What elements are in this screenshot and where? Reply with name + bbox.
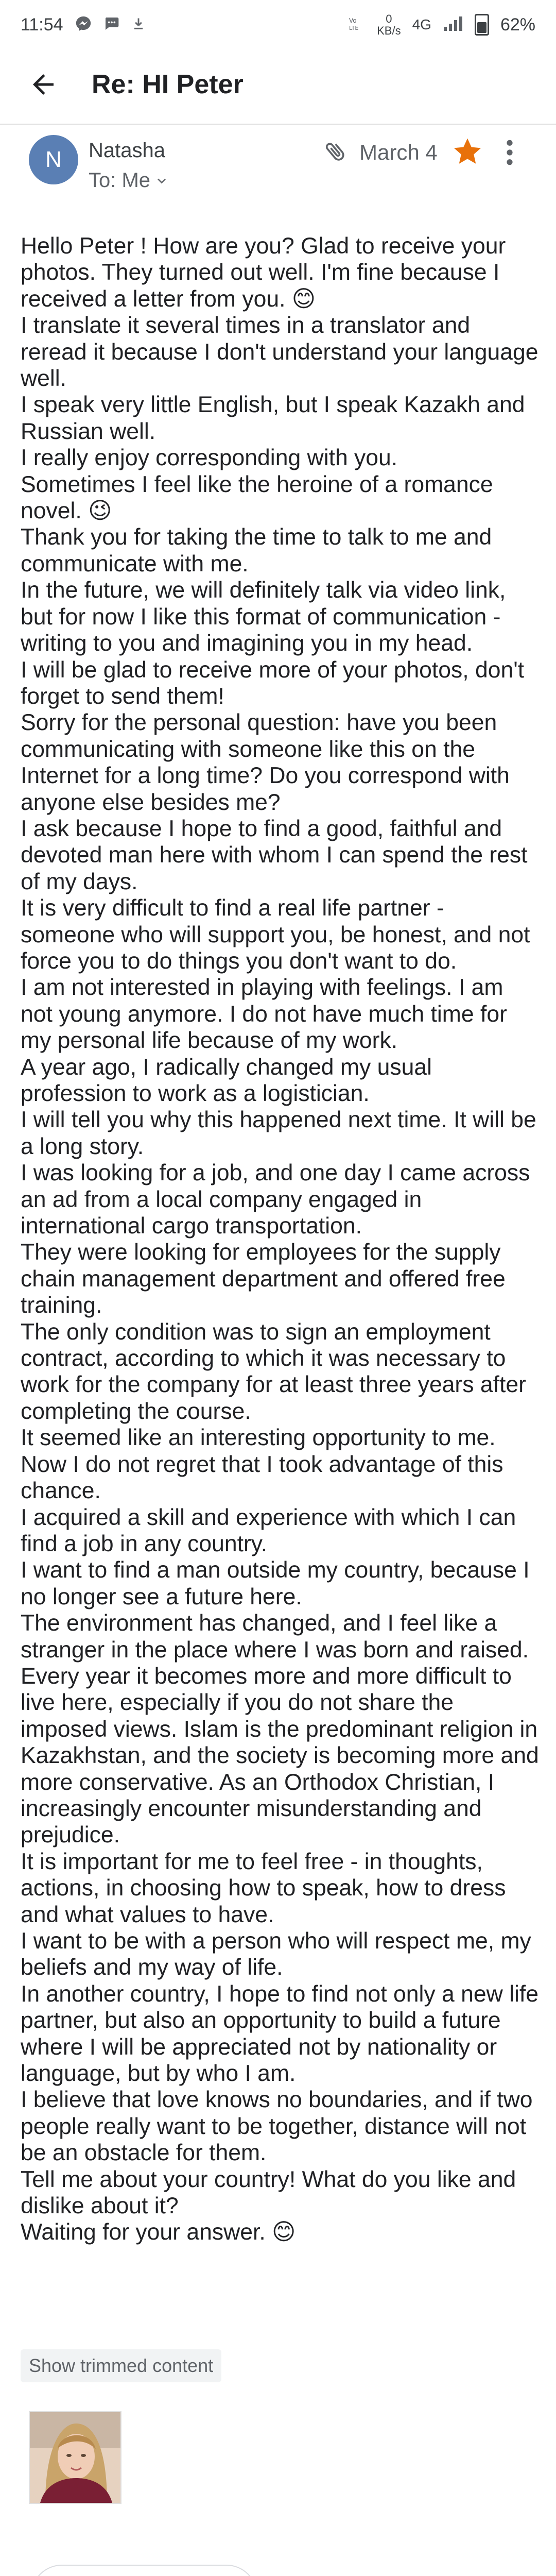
more-vert-icon[interactable] — [498, 138, 521, 167]
battery-percent: 62% — [500, 14, 535, 35]
body-paragraph: I ask because I hope to find a good, faithful and devoted man here with whom I can spend the rest of my days. — [21, 816, 528, 894]
body-paragraph: The environment has changed, and I feel like a stranger in the place where I was born and raised. Every year it becomes more and more difficult to live here, especially if you do not share the imposed views. Islam is the predominant religion in Kazakhstan, and the society is becoming more and more conservative. As an Orthodox Christian, I increasingly encounter misunderstanding and prejudice. — [21, 1611, 539, 1848]
messenger-icon — [75, 15, 92, 35]
volte-icon — [348, 16, 366, 34]
chat-bubble-icon — [103, 15, 120, 35]
body-paragraph: I really enjoy corresponding with you. — [21, 445, 398, 471]
message-date: March 4 — [359, 140, 438, 164]
body-paragraph: I want to find a man outside my country, because I no longer see a future here. — [21, 1557, 530, 1609]
svg-text:Vo: Vo — [349, 16, 357, 24]
toolbar — [0, 49, 556, 120]
photo-attachment[interactable] — [29, 2411, 121, 2504]
body-paragraph: Thank you for taking the time to talk to me and communicate with me. — [21, 524, 492, 577]
show-trimmed-button[interactable]: Show trimmed content — [21, 2349, 221, 2382]
message-body — [21, 233, 541, 2246]
signal-icon — [443, 15, 463, 35]
sender-avatar[interactable]: N — [29, 135, 78, 184]
body-paragraph: I believe that love knows no boundaries, and if two people really want to be together, distance will not be an obstacle for them. — [21, 2087, 533, 2166]
status-right — [348, 13, 535, 37]
body-paragraph: where I will be appreciated not by nationality or language, but by who I am. — [21, 2034, 497, 2087]
status-left — [21, 15, 146, 35]
body-paragraph: I was looking for a job, and one day I came across an ad from a local company engaged in international cargo transportation. — [21, 1160, 530, 1239]
body-paragraph: I will be glad to receive more of your photos, don't forget to send them! — [21, 657, 525, 709]
body-paragraph: It is very difficult to find a real life partner - someone who will support you, be honest, and not force you to do things you don't want to do. — [21, 895, 530, 974]
chevron-down-icon — [154, 174, 169, 188]
recipient-toggle[interactable] — [89, 169, 169, 192]
body-paragraph: In the future, we will definitely talk via video link, but for now I like this format of communication - writing to you and imagining you in my head. — [21, 578, 506, 656]
body-paragraph: The only condition was to sign an employment contract, according to which it was necessary to work for the company for at least three years after completing the course. — [21, 1319, 526, 1424]
svg-text:LTE: LTE — [349, 24, 359, 31]
star-icon[interactable] — [451, 135, 484, 168]
download-icon — [131, 15, 146, 35]
network-type: 4G — [412, 16, 431, 32]
photo-thumbnail-image — [30, 2412, 120, 2503]
body-paragraph: Hello Peter ! How are you? Glad to receive your photos. They turned out well. I'm fine because I received a letter from you. 😊 — [21, 233, 506, 312]
video-attachment-chip[interactable] — [31, 2565, 257, 2576]
body-paragraph: They were looking for employees for the supply chain management department and offered free training. — [21, 1240, 506, 1318]
body-paragraph: It is important for me to feel free - in thoughts, actions, in choosing how to speak, how to dress and what values to have. — [21, 1849, 506, 1927]
body-paragraph: Waiting for your answer. 😊 — [21, 2219, 296, 2245]
body-paragraph: Tell me about your country! What do you like and dislike about it? — [21, 2166, 516, 2219]
status-time: 11:54 — [21, 14, 63, 35]
status-bar — [0, 0, 556, 49]
body-paragraph: I translate it several times in a translator and reread it because I don't understand your language well. — [21, 313, 538, 392]
back-button[interactable] — [27, 68, 60, 101]
body-paragraph: Now I do not regret that I took advantage of this chance. — [21, 1451, 503, 1504]
arrow-left-icon — [28, 69, 59, 100]
attachment-clip-icon — [323, 139, 348, 164]
email-subject: Re: HI Peter — [92, 70, 244, 99]
body-paragraph: I speak very little English, but I speak Kazakh and Russian well. — [21, 392, 525, 444]
body-paragraph: I acquired a skill and experience with which I can find a job in any country. — [21, 1504, 516, 1556]
body-paragraph: Sorry for the personal question: have you been communicating with someone like this on the Internet for a long time? Do you correspond with anyone else besides me? — [21, 710, 510, 815]
body-paragraph: I want to be with a person who will respect me, my beliefs and my way of life. — [21, 1928, 531, 1980]
sender-row — [0, 135, 556, 207]
body-paragraph: In another country, I hope to find not only a new life partner, but also an opportunity to build a future — [21, 1981, 539, 2033]
body-paragraph: I am not interested in playing with feelings. I am not young anymore. I do not have much time for my personal life because of my work. — [21, 975, 507, 1054]
sender-name[interactable]: Natasha — [89, 139, 165, 162]
header-divider — [0, 124, 556, 125]
body-paragraph: Sometimes I feel like the heroine of a romance novel. 😉 — [21, 471, 493, 524]
body-paragraph: It seemed like an interesting opportunity to me. — [21, 1425, 496, 1451]
battery-icon — [475, 14, 489, 36]
recipient-label: To: Me — [89, 169, 151, 192]
body-paragraph: I will tell you why this happened next time. It will be a long story. — [21, 1107, 536, 1159]
body-paragraph: A year ago, I radically changed my usual profession to work as a logistician. — [21, 1054, 432, 1106]
network-speed: 0 KB/s — [377, 12, 401, 37]
